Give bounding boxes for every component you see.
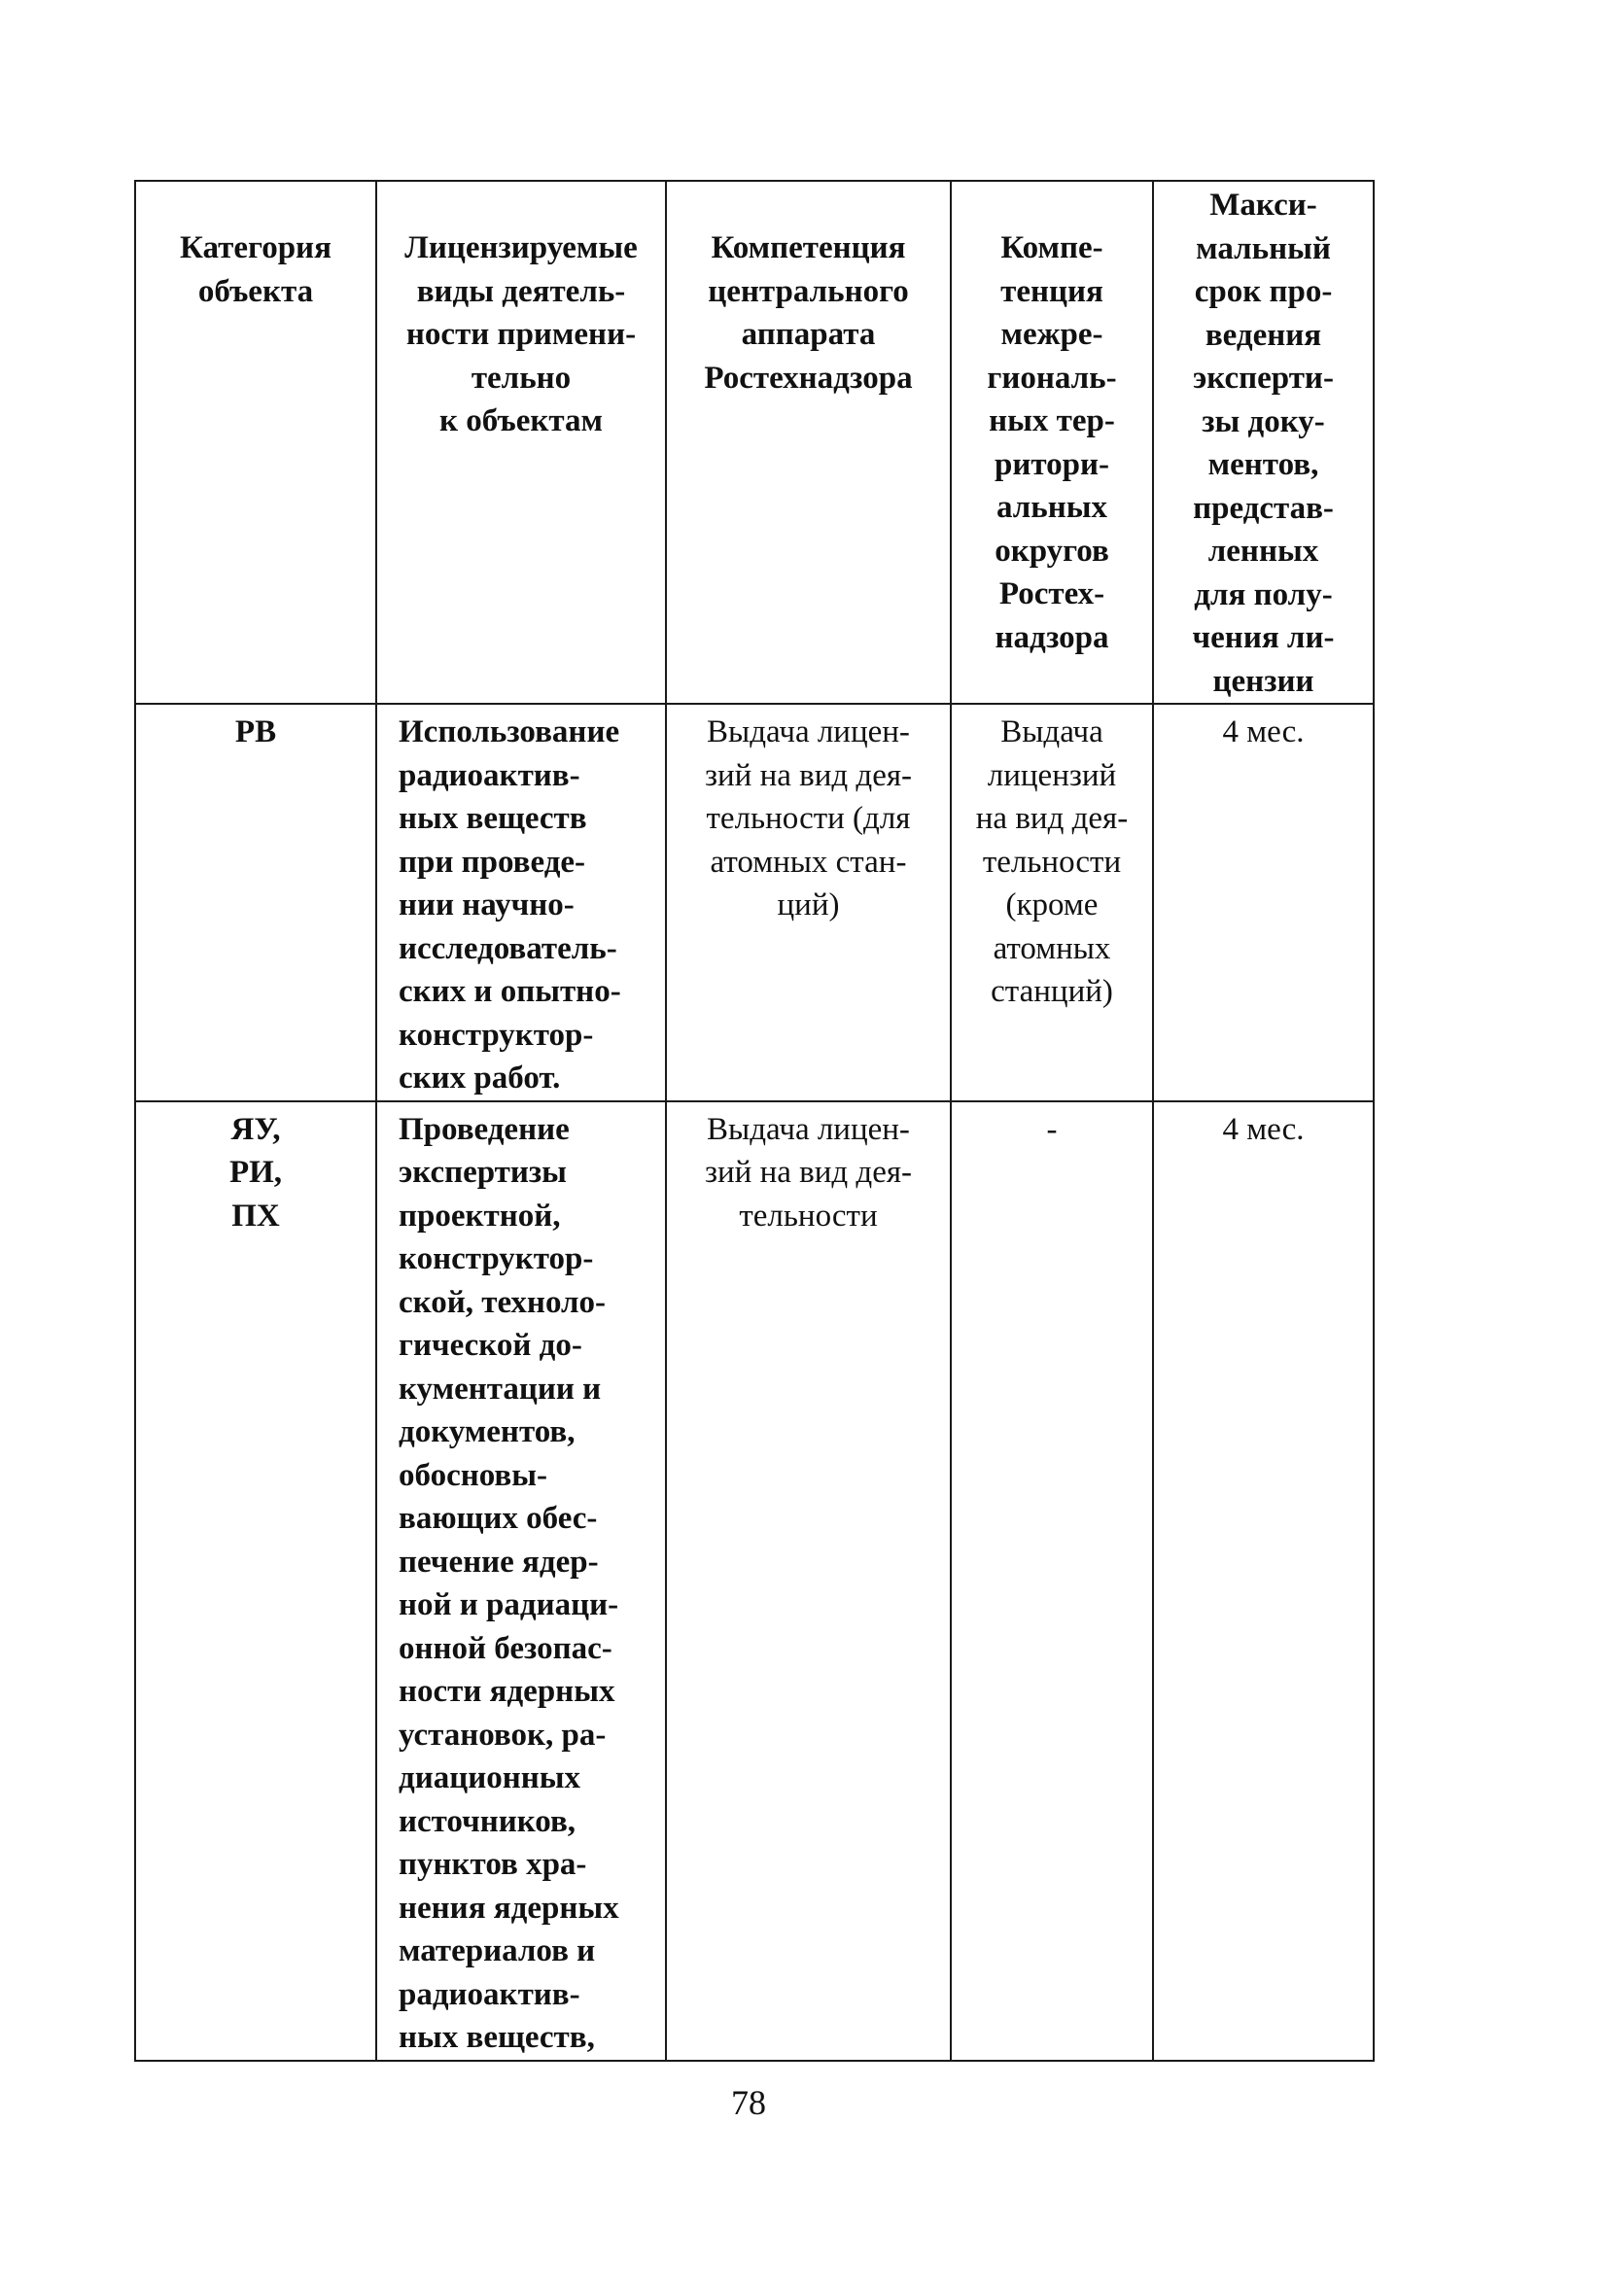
cell-central: Выдача лицен- зий на вид дея- тельности (для атомных стан- ций) bbox=[666, 704, 951, 1101]
table-row bbox=[135, 1101, 1374, 2061]
licensing-table bbox=[134, 180, 1375, 2062]
header-max-term: Макси- мальный срок про- ведения эксперти- зы доку- ментов, представ- ленных для полу- чения ли- цензии bbox=[1153, 181, 1374, 704]
cell-central: Выдача лицен- зий на вид дея- тельности bbox=[666, 1101, 951, 2061]
cell-term: 4 мес. bbox=[1153, 1101, 1374, 2061]
cell-term: 4 мес. bbox=[1153, 704, 1374, 1101]
cell-category: РВ bbox=[135, 704, 376, 1101]
cell-regional: Выдача лицензий на вид дея- тельности (кроме атомных станций) bbox=[951, 704, 1153, 1101]
cell-category: ЯУ, РИ, ПХ bbox=[135, 1101, 376, 2061]
header-regional-competence: Компе- тенция межре- гиональ- ных тер- ритори- альных округов Ростех- надзора bbox=[951, 181, 1153, 704]
header-central-competence: Компетенция центрального аппарата Ростехнадзора bbox=[666, 181, 951, 704]
table-row bbox=[135, 704, 1374, 1101]
header-licensed-activities: Лицензируемые виды деятель- ности примени- тельно к объектам bbox=[376, 181, 666, 704]
page-number: 78 bbox=[731, 2083, 766, 2122]
table-header-row bbox=[135, 181, 1374, 704]
cell-regional: - bbox=[951, 1101, 1153, 2061]
cell-activity: Проведение экспертизы проектной, конструктор- ской, техноло- гической до- кументации и документов, обосновы- вающих обес- печение ядер- ной и радиаци- онной безопас- ности ядерных установок, ра- диационных источников, пунктов хра- нения ядерных материалов и радиоактив- ных веществ, bbox=[376, 1101, 666, 2061]
cell-activity: Использование радиоактив- ных веществ при проведе- нии научно- исследователь- ских и опытно- конструктор- ских работ. bbox=[376, 704, 666, 1101]
header-category: Категория объекта bbox=[135, 181, 376, 704]
